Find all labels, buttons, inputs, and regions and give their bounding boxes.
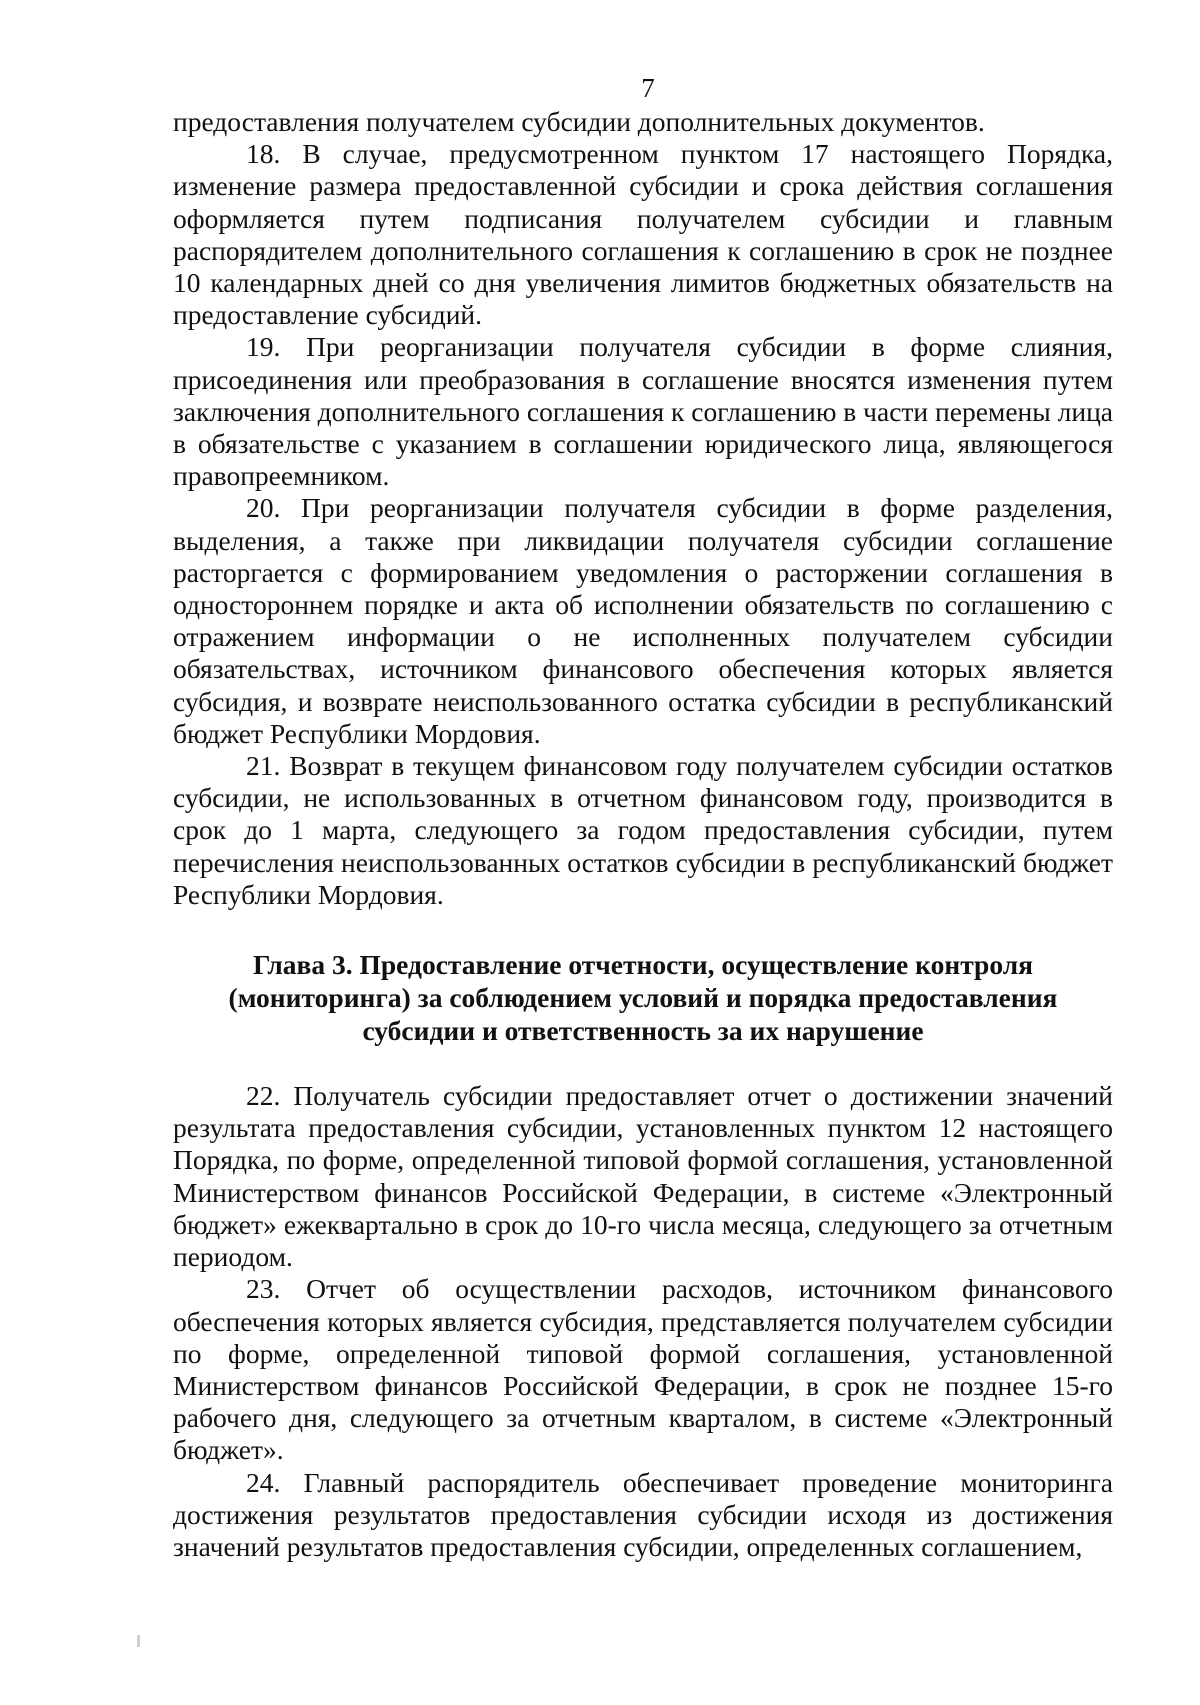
paragraph-continuation: предоставления получателем субсидии дополнительных документов. bbox=[173, 106, 985, 137]
scan-artifact-mark bbox=[137, 1635, 140, 1647]
page-number: 7 bbox=[641, 73, 655, 103]
paragraph-24: 24. Главный распорядитель обеспечивает проведение мониторинга достижения результатов предоставления субсидии исходя из достижения значений результатов предоставления субсидии, определенных соглашением, bbox=[173, 1466, 1113, 1562]
paragraph-19: 19. При реорганизации получателя субсидии в форме слияния, присоединения или преобразования в соглашение вносятся изменения путем заключения дополнительного соглашения к соглашению в части перемены лица в обязательстве с указанием в соглашении юридического лица, являющегося правопреемником. bbox=[173, 331, 1113, 492]
chapter-heading bbox=[173, 948, 1113, 1047]
paragraph-18: 18. В случае, предусмотренном пунктом 17 настоящего Порядка, изменение размера предоставленной субсидии и срока действия соглашения оформляется путем подписания получателем субсидии и главным распорядителем дополнительного соглашения к соглашению в срок не позднее 10 календарных дней со дня увеличения лимитов бюджетных обязательств на предоставление субсидий. bbox=[173, 138, 1113, 331]
chapter-heading-line-3: субсидии и ответственность за их нарушение bbox=[362, 1015, 924, 1047]
document-page bbox=[173, 70, 1113, 1563]
chapter-heading-line-1: Глава 3. Предоставление отчетности, осуществление контроля bbox=[252, 949, 1034, 981]
chapter-heading-line-2: (мониторинга) за соблюдением условий и порядка предоставления bbox=[228, 982, 1058, 1014]
paragraph-23: 23. Отчет об осуществлении расходов, источником финансового обеспечения которых является субсидия, представляется получателем субсидии по форме, определенной типовой формой соглашения, установленной Министерством финансов Российской Федерации, в срок не позднее 15-го рабочего дня, следующего за отчетным кварталом, в системе «Электронный бюджет». bbox=[173, 1273, 1113, 1466]
paragraph-20: 20. При реорганизации получателя субсидии в форме разделения, выделения, а также при ликвидации получателя субсидии соглашение расторгается с формированием уведомления о расторжении соглашения в одностороннем порядке и акта об исполнении обязательств по соглашению с отражением информации о не исполненных получателем субсидии обязательствах, источником финансового обеспечения которых является субсидия, и возврате неиспользованного остатка субсидии в республиканский бюджет Республики Мордовия. bbox=[173, 492, 1113, 749]
paragraph-22: 22. Получатель субсидии предоставляет отчет о достижении значений результата предоставления субсидии, установленных пунктом 12 настоящего Порядка, по форме, определенной типовой формой соглашения, установленной Министерством финансов Российской Федерации, в системе «Электронный бюджет» ежеквартально в срок до 10-го числа месяца, следующего за отчетным периодом. bbox=[173, 1080, 1113, 1273]
paragraph-21: 21. Возврат в текущем финансовом году получателем субсидии остатков субсидии, не использованных в отчетном финансовом году, производится в срок до 1 марта, следующего за годом предоставления субсидии, путем перечисления неиспользованных остатков субсидии в республиканский бюджет Республики Мордовия. bbox=[173, 750, 1113, 910]
